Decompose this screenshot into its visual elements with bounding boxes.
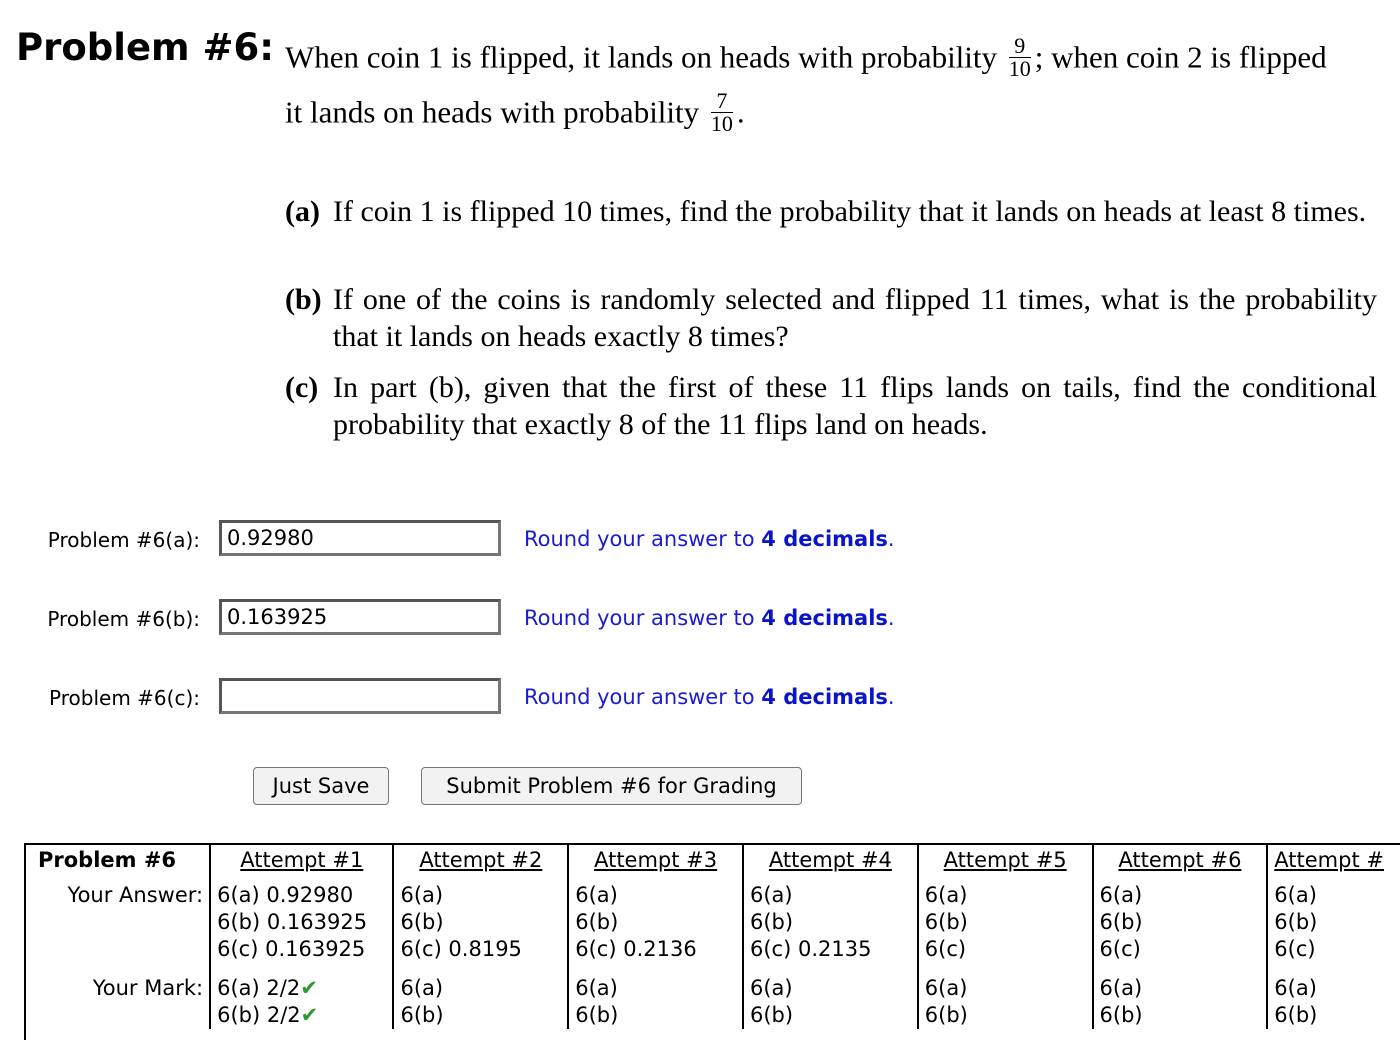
answer-cell: 6(b) (924, 910, 968, 934)
answer-cell: 6(a) (1099, 883, 1143, 907)
answer-cell: 6(a) (750, 883, 793, 907)
answer-cell: 6(a) 0.92980 (217, 883, 354, 907)
attempt-marks (743, 963, 918, 1029)
just-save-button[interactable]: Just Save (253, 767, 389, 805)
hint-text: Round your answer to (524, 606, 762, 630)
fraction-denominator: 10 (710, 111, 733, 136)
answer-cell: 6(c) (1274, 937, 1316, 961)
your-answer-row (24, 882, 1400, 963)
part-text: If coin 1 is flipped 10 times, find the probability that it lands on heads at least 8 times. (333, 195, 1367, 228)
attempt-header[interactable]: Attempt #4 (743, 843, 918, 882)
check-icon: ✔ (300, 1003, 319, 1027)
answer-cell: 6(b) (575, 910, 619, 934)
mark-cell: 6(a) (750, 976, 793, 1000)
mark-cell: 6(a) (1099, 976, 1143, 1000)
part-label: (b) (285, 283, 322, 316)
attempt-answers (743, 882, 918, 963)
fraction-denominator: 10 (1008, 56, 1031, 81)
row-label: Your Answer: (67, 883, 204, 907)
part-label: (c) (285, 371, 319, 404)
attempt-marks (393, 963, 568, 1029)
answer-input-b[interactable] (219, 599, 501, 635)
answer-label-c: Problem #6(c): (49, 686, 200, 710)
attempt-answers (393, 882, 568, 963)
hint-c (524, 685, 895, 709)
part-b (285, 281, 1377, 355)
attempts-header-row (24, 843, 1400, 882)
check-icon: ✔ (300, 976, 318, 1000)
mark-cell: 6(b) (1099, 1003, 1143, 1027)
statement-text: . (736, 94, 745, 130)
fraction-numerator: 7 (711, 90, 733, 113)
mark-cell: 6(b) (575, 1003, 619, 1027)
attempts-corner: Problem #6 (38, 848, 177, 872)
answer-input-a[interactable] (219, 520, 501, 556)
submit-button[interactable]: Submit Problem #6 for Grading (421, 767, 802, 805)
row-label: Your Mark: (92, 976, 204, 1000)
your-mark-row (24, 963, 1400, 1029)
mark-text: 6(b) 2/2 (217, 1003, 301, 1027)
hint-suffix: . (887, 685, 895, 709)
part-c (285, 369, 1377, 443)
hint-suffix: . (887, 527, 895, 551)
part-label: (a) (285, 195, 320, 228)
part-text: In part (b), given that the first of these 11 flips lands on tails, find the conditional probability that exactly 8 of the 11 flips land on heads. (333, 371, 1377, 441)
answer-cell: 6(a) (1274, 883, 1317, 907)
mark-cell: 6(a) (1274, 976, 1317, 1000)
hint-bold: 4 decimals (761, 606, 888, 630)
problem-heading: Problem #6: (16, 26, 275, 69)
answer-input-c[interactable] (219, 678, 501, 714)
answer-cell: 6(b) (1099, 910, 1143, 934)
attempt-marks (568, 963, 743, 1029)
hint-text: Round your answer to (524, 685, 762, 709)
answer-cell: 6(b) 0.163925 (217, 910, 368, 934)
answer-label-b: Problem #6(b): (47, 607, 200, 631)
mark-cell: 6(b) (750, 1003, 794, 1027)
mark-cell (217, 1002, 386, 1029)
answer-cell: 6(a) (924, 883, 968, 907)
problem-statement-line2 (285, 88, 745, 138)
answer-cell: 6(c) 0.2135 (750, 937, 872, 961)
attempt-header[interactable]: Attempt #6 (1093, 843, 1268, 882)
answer-cell: 6(b) (400, 910, 444, 934)
mark-cell: 6(b) (924, 1003, 968, 1027)
attempt-answers (1093, 882, 1268, 963)
answer-cell: 6(c) (1099, 937, 1141, 961)
hint-b (524, 606, 895, 630)
part-text: If one of the coins is randomly selected and flipped 11 times, what is the probability that it lands on heads exactly 8 times? (333, 283, 1377, 353)
attempt-marks (210, 963, 393, 1029)
attempt-answers (210, 882, 393, 963)
attempt-marks (1267, 963, 1400, 1029)
attempt-header[interactable]: Attempt #5 (918, 843, 1093, 882)
mark-cell: 6(a) (400, 976, 444, 1000)
fraction-coin2 (711, 90, 733, 135)
mark-text: 6(a) 2/2 (217, 976, 301, 1000)
statement-text: When coin 1 is flipped, it lands on heads with probability (285, 39, 998, 75)
mark-cell: 6(b) (400, 1003, 444, 1027)
answer-label-a: Problem #6(a): (47, 528, 200, 552)
attempt-marks (918, 963, 1093, 1029)
answer-cell: 6(b) (750, 910, 794, 934)
attempt-header[interactable]: Attempt #3 (568, 843, 743, 882)
hint-a (524, 527, 895, 551)
answer-cell: 6(c) 0.8195 (400, 937, 522, 961)
answer-cell: 6(b) (1274, 910, 1318, 934)
attempt-answers (568, 882, 743, 963)
attempts-table (24, 843, 1400, 1029)
attempt-header[interactable]: Attempt # (1267, 843, 1400, 882)
answer-cell: 6(c) 0.2136 (575, 937, 697, 961)
fraction-numerator: 9 (1009, 35, 1031, 58)
answer-cell: 6(a) (400, 883, 444, 907)
mark-cell: 6(a) (924, 976, 968, 1000)
hint-suffix: . (887, 606, 895, 630)
attempt-header[interactable]: Attempt #1 (210, 843, 393, 882)
answer-cell: 6(c) 0.163925 (217, 937, 366, 961)
answer-cell: 6(c) (924, 937, 967, 961)
statement-text: it lands on heads with probability (285, 94, 700, 130)
attempt-marks (1093, 963, 1268, 1029)
mark-cell (217, 975, 386, 1002)
attempt-header[interactable]: Attempt #2 (393, 843, 568, 882)
fraction-coin1 (1009, 35, 1031, 80)
attempt-answers (1267, 882, 1400, 963)
hint-bold: 4 decimals (761, 685, 888, 709)
answer-cell: 6(a) (575, 883, 618, 907)
statement-text: ; when coin 2 is flipped (1034, 39, 1327, 75)
attempt-answers (918, 882, 1093, 963)
hint-text: Round your answer to (524, 527, 762, 551)
hint-bold: 4 decimals (761, 527, 888, 551)
problem-statement-line1 (285, 33, 1327, 83)
mark-cell: 6(a) (575, 976, 618, 1000)
mark-cell: 6(b) (1274, 1003, 1318, 1027)
part-a (285, 193, 1377, 230)
